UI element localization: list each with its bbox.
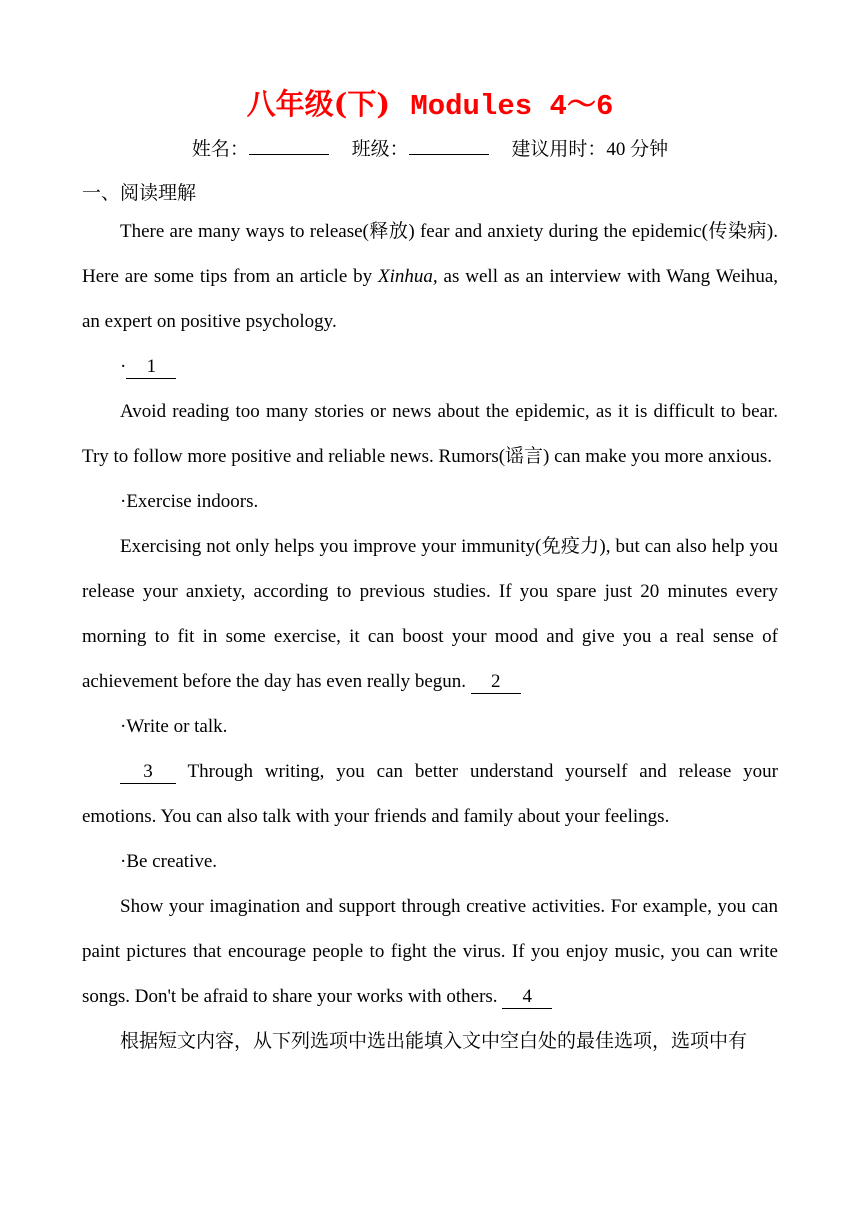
paragraph-2-text: Exercising not only helps you improve your immunity(免疫力), but can also help you release your anxiety, according to previous studies. If you spare just 20 minutes every morning to fit in some exercise, it can boost your mood and give you a real sense of achievement before the day has even really begun.	[82, 536, 778, 692]
paragraph-3-text: Through writing, you can better understand yourself and release your emotions. You can also talk with your friends and family about your feelings.	[82, 761, 778, 827]
blank-1: 1	[126, 356, 176, 379]
bullet-dot: ·	[120, 356, 127, 377]
title-modules: Modules 4～6	[410, 90, 614, 123]
paragraph-1: Avoid reading too many stories or news about the epidemic, as it is difficult to bear. Try to follow more positive and reliable news. Rumors(谣言) can make you more anxious.	[82, 401, 778, 467]
blank-4: 4	[502, 986, 552, 1009]
passage-intro	[82, 209, 778, 344]
section-title: 一、阅读理解	[82, 183, 197, 204]
class-blank	[409, 136, 489, 155]
heading-2: ·Exercise indoors.	[120, 491, 259, 512]
instruction-text: 根据短文内容，从下列选项中选出能填入文中空白处的最佳选项，选项中有	[120, 1031, 748, 1052]
title-grade: 八年级(下)	[246, 87, 391, 121]
intro-source: Xinhua,	[378, 266, 438, 287]
class-label: 班级：	[351, 139, 409, 160]
worksheet-page	[82, 84, 778, 1064]
heading-3: ·Write or talk.	[120, 716, 228, 737]
heading-1	[82, 344, 778, 389]
student-info-row	[82, 135, 778, 165]
name-blank	[249, 136, 329, 155]
time-label: 建议用时：40 分钟	[511, 139, 669, 160]
paragraph-3	[82, 749, 778, 839]
blank-2: 2	[471, 671, 521, 694]
intro-text-2: as well as an interview with Wang Weihua, an expert on positive psychology.	[82, 266, 778, 332]
heading-4: ·Be creative.	[120, 851, 218, 872]
name-label: 姓名：	[191, 139, 249, 160]
paragraph-4	[82, 884, 778, 1019]
intro-text-1: There are many ways to release(释放) fear and anxiety during the epidemic(传染病). Here are some tips from an article by	[82, 221, 778, 287]
blank-3: 3	[120, 761, 176, 784]
paragraph-4-text: Show your imagination and support through creative activities. For example, you can paint pictures that encourage people to fight the virus. If you enjoy music, you can write songs. Don't be afraid to share your works with others.	[82, 896, 778, 1007]
page-title	[82, 84, 778, 127]
paragraph-2	[82, 524, 778, 704]
